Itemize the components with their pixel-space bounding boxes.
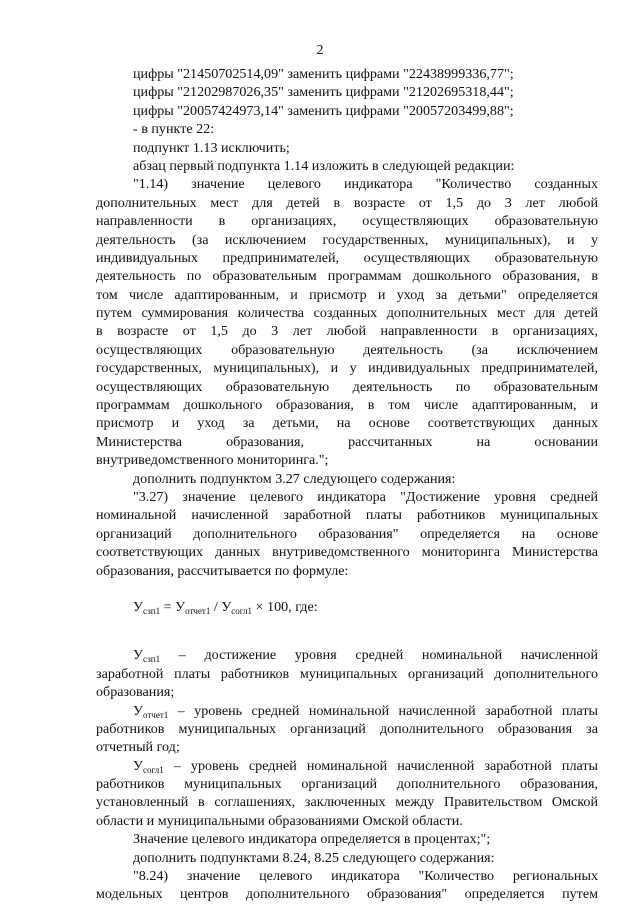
text-line: работников муниципальных организаций дополнительного образования за <box>96 720 598 737</box>
text-line: образования, рассчитывается по формуле: <box>96 562 349 579</box>
text-line: направленности в организациях, осуществляющих образовательную <box>96 213 598 230</box>
definition-text: – уровень средней номинальной начисленной заработной платы <box>168 702 598 719</box>
text-line: путем суммирования количества созданных дополнительных мест для детей <box>96 305 598 322</box>
text-line: модельных центров дополнительного образования" определяется путем <box>96 886 598 903</box>
text-line: соответствующих данных внутриведомственного мониторинга Министерства <box>96 544 598 561</box>
formula-symbol: У <box>133 757 143 774</box>
formula-subscript: согл1 <box>231 605 253 616</box>
text-line: присмотр и уход за детьми, на основе соответствующих данных <box>96 415 598 432</box>
text-line: отчетный год; <box>96 739 180 756</box>
formula-subscript: отчет1 <box>185 605 211 616</box>
text-line: цифры "20057424973,14" заменить цифрами "20057203499,88"; <box>133 102 514 119</box>
text-line: деятельность (за исключением государственных, муниципальных), и у <box>96 231 598 248</box>
formula-symbol: У <box>133 702 143 719</box>
formula-symbol: У <box>221 598 232 615</box>
text-line: области и муниципальными образованиями Омской области. <box>96 812 463 829</box>
text-line: внутриведомственного мониторинга."; <box>96 452 329 469</box>
text-line: индивидуальных предпринимателей, осуществляющих образовательную <box>96 249 598 266</box>
text-line: деятельность по образовательным программам дошкольного образования, в <box>96 268 598 285</box>
text-line: Министерства образования, рассчитанных на основании <box>96 433 598 450</box>
formula-tail: × 100, где: <box>252 598 318 615</box>
formula-operator: / <box>210 598 222 615</box>
formula-symbol: У <box>133 598 143 615</box>
formula <box>96 598 598 616</box>
text-line: организаций дополнительного образования" определяется на основе <box>96 525 598 542</box>
text-line: дополнить подпунктом 3.27 следующего содержания: <box>133 470 456 487</box>
definition-line <box>96 702 598 720</box>
formula-symbol: У <box>175 598 186 615</box>
text-line: дополнить подпунктами 8.24, 8.25 следующего содержания: <box>133 849 495 866</box>
text-line: образования; <box>96 684 175 701</box>
formula-subscript: сзп1 <box>142 654 161 665</box>
text-line: цифры "21450702514,09" заменить цифрами "22438999336,77"; <box>133 66 514 82</box>
spacer <box>96 634 598 646</box>
definition-line <box>96 646 598 664</box>
text-line: работников муниципальных организаций дополнительного образования, <box>96 776 598 793</box>
text-line: "3.27) значение целевого индикатора "Достижение уровня средней <box>133 488 598 505</box>
text-line: программам дошкольного образования, в том числе адаптированным, и <box>96 397 598 414</box>
text-line: Значение целевого индикатора определяется в процентах;"; <box>133 831 491 848</box>
text-line: номинальной начисленной заработной платы работников муниципальных <box>96 507 598 524</box>
text-line: осуществляющих образовательную деятельность (за исключением <box>96 341 598 358</box>
text-line: - в пункте 22: <box>133 121 215 138</box>
text-line: "8.24) значение целевого индикатора "Количество региональных <box>133 868 598 885</box>
definition-line <box>96 757 598 775</box>
definition-text: – достижение уровня средней номинальной начисленной <box>160 647 598 664</box>
text-line: осуществляющих образовательную деятельность по образовательным <box>96 378 598 395</box>
page-number: 2 <box>316 42 324 58</box>
formula-operator: = <box>160 598 176 615</box>
text-line: государственных, муниципальных), и у индивидуальных предпринимателей, <box>96 360 598 377</box>
text-line: том числе адаптированным, и присмотр и уход за детьми" определяется <box>96 286 598 303</box>
text-line: абзац первый подпункта 1.14 изложить в следующей редакции: <box>133 157 515 174</box>
formula-subscript: согл1 <box>142 764 164 775</box>
spacer <box>96 616 598 634</box>
formula-symbol: У <box>133 647 143 664</box>
document-body <box>96 65 598 904</box>
text-line: дополнительных мест для детей в возрасте от 1,5 до 3 лет любой <box>96 194 598 211</box>
text-line: в возрасте от 1,5 до 3 лет любой направленности в организациях, <box>96 323 598 340</box>
text-line: заработной платы работников муниципальных организаций дополнительного <box>96 665 598 682</box>
definition-text: – уровень средней номинальной начисленной заработной платы <box>163 757 598 774</box>
text-line: подпункт 1.13 исключить; <box>133 139 290 156</box>
spacer <box>96 580 598 598</box>
formula-subscript: отчет1 <box>142 709 169 720</box>
text-line: цифры "21202987026,35" заменить цифрами "21202695318,44"; <box>133 84 514 101</box>
formula-subscript: сзп1 <box>142 605 161 616</box>
text-line: установленный в соглашениях, заключенных между Правительством Омской <box>96 794 598 811</box>
text-line: "1.14) значение целевого индикатора "Количество созданных <box>133 176 598 193</box>
